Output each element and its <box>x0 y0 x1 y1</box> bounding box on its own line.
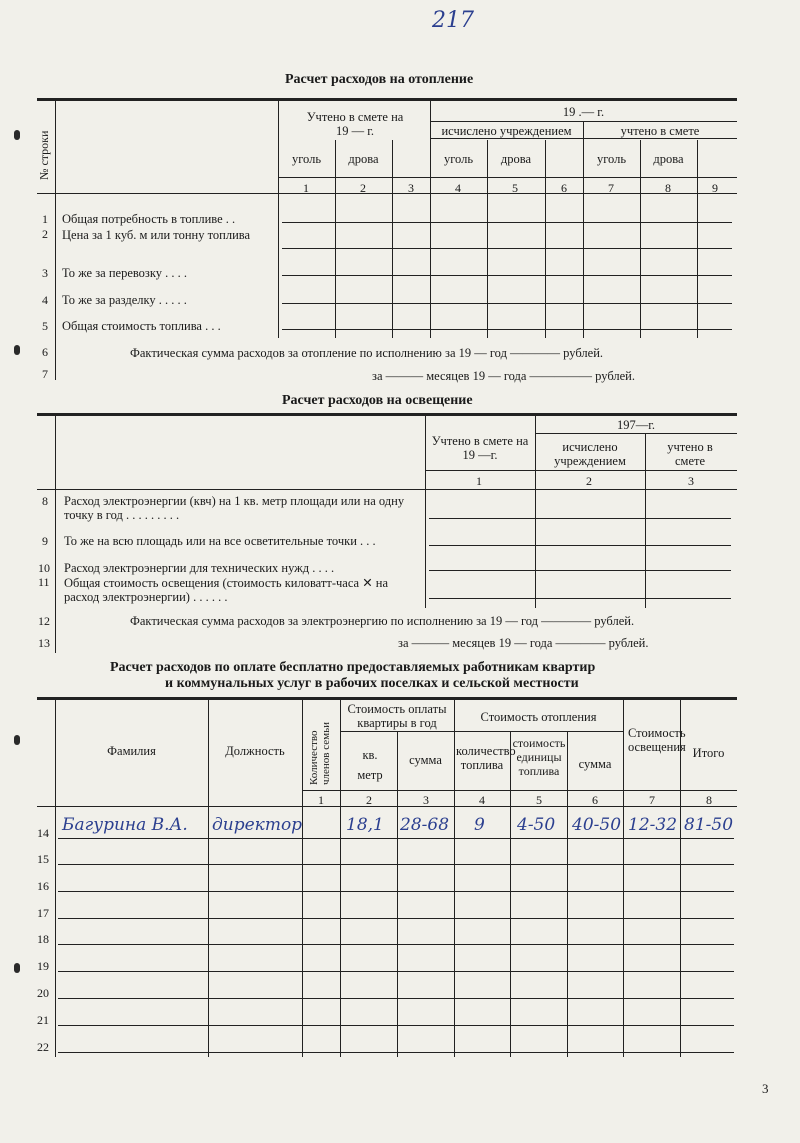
rule <box>623 697 624 1057</box>
row-number: 1 <box>42 212 48 226</box>
lighting-col-calculated: исчислено учреждением <box>554 440 626 469</box>
row-number: 10 <box>38 561 50 575</box>
entry-rent-m: 18,1 <box>346 815 384 835</box>
row-number: 16 <box>37 879 49 893</box>
row-number: 4 <box>42 293 48 307</box>
row-number: 2 <box>42 227 48 241</box>
col-number: 2 <box>366 793 372 807</box>
fill-line <box>58 838 734 839</box>
row-number: 21 <box>37 1013 49 1027</box>
rule <box>545 140 546 338</box>
lighting-months-text: за ——— месяцев 19 — года ———— рублей. <box>398 636 649 650</box>
col-light-header: Стоимость освещения <box>628 726 686 755</box>
heating-actual-text: Фактическая сумма расходов за отопление по исполнению за 19 — год ———— рублей. <box>130 346 604 360</box>
rule <box>535 413 536 608</box>
footer-page-number: 3 <box>762 1081 769 1096</box>
row-number: 22 <box>37 1040 49 1054</box>
fill-line <box>429 570 731 571</box>
rule <box>37 98 737 101</box>
rule <box>640 140 641 338</box>
lighting-col-planned2: учтено в смете <box>667 440 713 469</box>
rule <box>697 140 698 338</box>
heating-title: Расчет расходов на отопление <box>285 72 474 87</box>
lighting-title: Расчет расходов на освещение <box>282 393 473 408</box>
heating-months-text: за ——— месяцев 19 — года ————— рублей. <box>372 369 636 383</box>
row-label: Расход электроэнергии (квч) на 1 кв. метр площади или на одну точку в год . . . . . . . . . <box>64 494 405 523</box>
row-number: 14 <box>37 826 49 840</box>
col-number: 3 <box>423 793 429 807</box>
coal-header: уголь <box>443 152 474 166</box>
rule <box>340 697 341 1057</box>
col-number: 7 <box>608 181 614 195</box>
entry-position: директор <box>212 815 303 835</box>
row-number: 8 <box>42 494 48 508</box>
rule <box>510 731 511 1057</box>
rule <box>397 731 398 1057</box>
wood-header: дрова <box>500 152 532 166</box>
wood-header: дрова <box>348 152 379 166</box>
rule <box>302 790 737 791</box>
punch-hole <box>14 130 20 140</box>
fill-line <box>429 518 731 519</box>
row-number: 19 <box>37 959 49 973</box>
rule <box>55 413 56 653</box>
rule <box>302 697 303 1057</box>
row-number: 17 <box>37 906 49 920</box>
entry-name: Багурина В.А. <box>62 815 188 835</box>
fill-line <box>58 864 734 865</box>
col-family-header: Количество членов семьи <box>308 722 333 785</box>
col-unit-header: стоимость единицы топлива <box>512 736 566 778</box>
col-number: 4 <box>455 181 461 195</box>
rule <box>425 470 737 471</box>
entry-unit: 4-50 <box>517 815 556 835</box>
col-number: 1 <box>476 474 482 488</box>
col-number: 8 <box>706 793 712 807</box>
col-number: 5 <box>536 793 542 807</box>
col-rent-sum-header: сумма <box>409 753 442 767</box>
punch-hole <box>14 963 20 973</box>
rule <box>535 433 737 434</box>
lighting-col-planned: Учтено в смете на 19 —г. <box>431 434 529 463</box>
col-total-header: Итого <box>692 746 725 760</box>
lighting-col-year: 197—г. <box>616 418 656 432</box>
col-number: 8 <box>665 181 671 195</box>
col-rent-m-header: кв. метр <box>357 748 383 782</box>
row-label: Общая стоимость освещения (стоимость киловатт-часа ✕ на расход электроэнергии) . . . . . . <box>64 576 389 605</box>
rule <box>37 413 737 416</box>
col-name-header: Фамилия <box>107 744 156 758</box>
fill-line <box>58 998 734 999</box>
row-label: То же за разделку . . . . . <box>62 293 187 307</box>
rule <box>567 731 568 1057</box>
rule <box>392 140 393 338</box>
fill-line <box>282 275 732 276</box>
col-qty-header: количество топлива <box>456 744 516 773</box>
fill-line <box>58 891 734 892</box>
fill-line <box>58 944 734 945</box>
row-number-header: № строки <box>37 130 51 180</box>
fill-line <box>429 598 731 599</box>
col-number: 2 <box>586 474 592 488</box>
row-number: 6 <box>42 345 48 359</box>
rule <box>37 489 737 490</box>
rule <box>55 98 56 380</box>
coal-header: уголь <box>596 152 627 166</box>
fill-line <box>58 918 734 919</box>
entry-heat-sum: 40-50 <box>572 815 622 835</box>
row-number: 13 <box>38 636 50 650</box>
rule <box>278 98 279 338</box>
entry-light: 12-32 <box>628 815 678 835</box>
row-number: 7 <box>42 367 48 381</box>
rule <box>335 140 336 338</box>
row-number: 12 <box>38 614 50 628</box>
handwritten-page-number: 217 <box>432 8 474 33</box>
row-label: То же на всю площадь или на все осветительные точки . . . <box>64 534 376 548</box>
col-planned-header: Учтено в смете на 19 — г. <box>306 110 404 139</box>
row-number: 3 <box>42 266 48 280</box>
col-number: 6 <box>592 793 598 807</box>
entry-rent-sum: 28-68 <box>400 815 450 835</box>
rule <box>37 193 737 194</box>
col-number: 7 <box>649 793 655 807</box>
row-label: Общая стоимость топлива . . . <box>62 319 221 333</box>
lighting-actual-text: Фактическая сумма расходов за электроэнергию по исполнению за 19 — год ———— рублей. <box>130 614 635 628</box>
col-number: 1 <box>318 793 324 807</box>
fill-line <box>58 1025 734 1026</box>
col-position-header: Должность <box>225 744 285 758</box>
col-planned2-header: учтено в смете <box>620 124 700 138</box>
rule <box>37 806 737 807</box>
wood-header: дрова <box>653 152 684 166</box>
col-rent-header: Стоимость оплаты квартиры в год <box>347 702 447 731</box>
entry-total: 81-50 <box>684 815 734 835</box>
col-number: 5 <box>512 181 518 195</box>
col-calculated-header: исчислено учреждением <box>441 124 572 138</box>
row-number: 18 <box>37 932 49 946</box>
row-number: 5 <box>42 319 48 333</box>
col-number: 9 <box>712 181 718 195</box>
col-heating-header: Стоимость отопления <box>480 710 597 724</box>
fill-line <box>58 971 734 972</box>
fill-line <box>58 1052 734 1053</box>
col-number: 4 <box>479 793 485 807</box>
punch-hole <box>14 735 20 745</box>
rule <box>278 177 737 178</box>
fill-line <box>282 303 732 304</box>
housing-title-line1: Расчет расходов по оплате бесплатно предоставляемых работникам квартир <box>110 660 596 675</box>
rule <box>340 731 623 732</box>
coal-header: уголь <box>291 152 322 166</box>
row-number: 9 <box>42 534 48 548</box>
col-year-header: 19 .— г. <box>562 105 605 119</box>
rule <box>645 433 646 608</box>
col-heat-sum-header: сумма <box>578 757 612 771</box>
row-label: Расход электроэнергии для технических нужд . . . . <box>64 561 335 575</box>
rule <box>454 697 455 1057</box>
fill-line <box>282 329 732 330</box>
col-number: 1 <box>303 181 309 195</box>
col-number: 3 <box>688 474 694 488</box>
rule <box>37 697 737 700</box>
row-number: 11 <box>38 575 50 589</box>
fill-line <box>282 248 732 249</box>
row-label: То же за перевозку . . . . <box>62 266 188 280</box>
fill-line <box>282 222 732 223</box>
rule <box>487 140 488 338</box>
housing-title-line2: и коммунальных услуг в рабочих поселках и сельской местности <box>165 676 579 691</box>
row-label: Цена за 1 куб. м или тонну топлива <box>62 228 251 242</box>
col-number: 3 <box>408 181 414 195</box>
fill-line <box>429 545 731 546</box>
col-number: 2 <box>360 181 366 195</box>
row-number: 15 <box>37 852 49 866</box>
row-label: Общая потребность в топливе . . <box>62 212 236 226</box>
row-number: 20 <box>37 986 49 1000</box>
punch-hole <box>14 345 20 355</box>
entry-qty: 9 <box>474 815 485 835</box>
col-number: 6 <box>561 181 567 195</box>
